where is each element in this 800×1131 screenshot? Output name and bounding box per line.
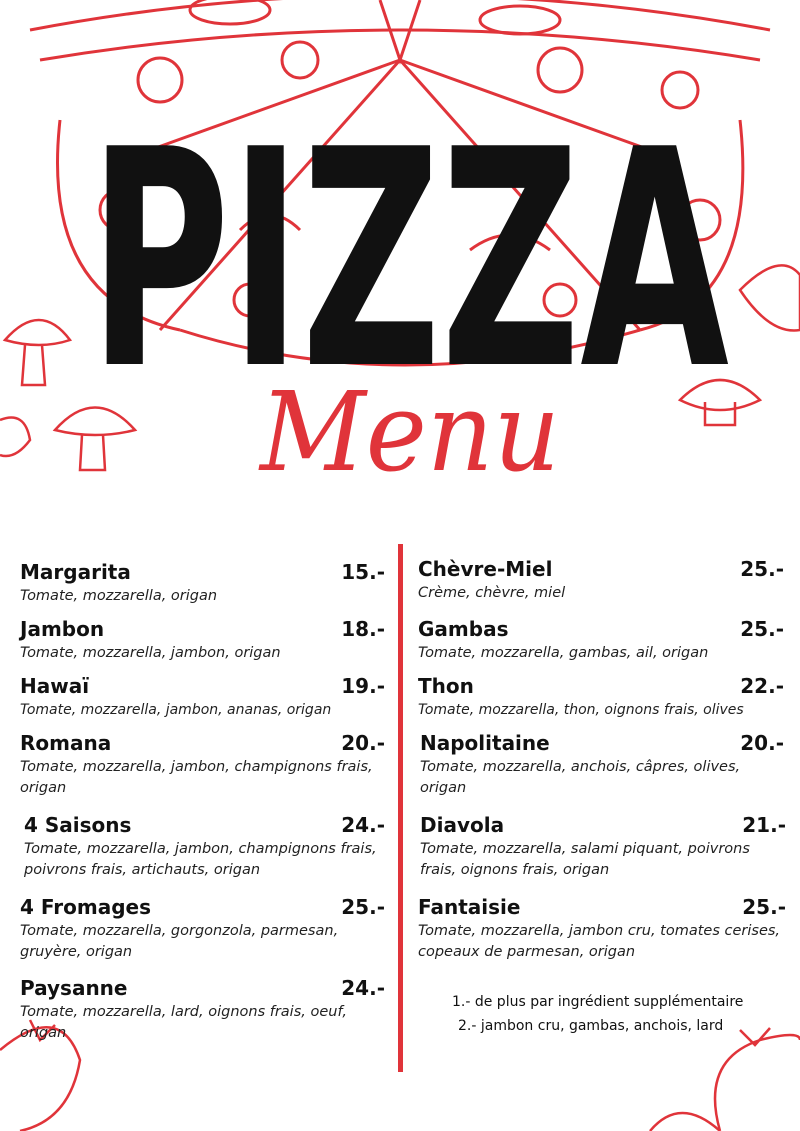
menu-item-desc: Crème, chèvre, miel — [418, 585, 566, 601]
menu-item-desc: Tomate, mozzarella, gorgonzola, parmesan, gruyère, origan — [20, 923, 339, 960]
menu-item-name: Paysanne — [20, 976, 128, 1000]
menu-item-name: 4 Saisons — [24, 813, 132, 837]
menu-item-desc: Tomate, mozzarella, gambas, ail, origan — [418, 645, 709, 661]
menu-item-price: 19.- — [341, 674, 385, 698]
menu-item-jambon — [20, 617, 385, 664]
menu-item-paysanne — [20, 976, 385, 1044]
menu-item-name: Napolitaine — [420, 731, 550, 755]
menu-item-desc: Tomate, mozzarella, anchois, câpres, olives, origan — [420, 759, 741, 796]
menu-item-diavola — [420, 813, 786, 881]
menu-item-desc: Tomate, mozzarella, jambon, champignons frais, poivrons frais, artichauts, origan — [24, 841, 377, 878]
title-menu — [250, 360, 570, 530]
menu-item-name: Hawaï — [20, 674, 90, 698]
menu-item-name: Fantaisie — [418, 895, 521, 919]
menu-item-desc: Tomate, mozzarella, jambon, champignons frais, origan — [20, 759, 373, 796]
menu-item-chevre-miel — [418, 557, 784, 604]
menu-item-napolitaine — [420, 731, 784, 799]
menu-item-price: 24.- — [341, 976, 385, 1000]
menu-item-name: 4 Fromages — [20, 895, 151, 919]
menu-item-fantaisie — [418, 895, 786, 963]
note-line: 1.- de plus par ingrédient supplémentaire — [452, 994, 744, 1010]
menu-item-price: 25.- — [740, 617, 784, 641]
menu-item-thon — [418, 674, 784, 721]
menu-item-4-saisons — [24, 813, 385, 881]
menu-item-price: 22.- — [740, 674, 784, 698]
menu-item-price: 15.- — [341, 560, 385, 584]
menu-item-hawai — [20, 674, 385, 721]
menu-item-desc: Tomate, mozzarella, thon, oignons frais, olives — [418, 702, 744, 718]
menu-item-desc: Tomate, mozzarella, lard, oignons frais, oeuf, origan — [20, 1004, 347, 1041]
menu-item-name: Thon — [418, 674, 474, 698]
menu-item-margarita — [20, 560, 385, 607]
menu-item-name: Margarita — [20, 560, 131, 584]
menu-item-name: Chèvre-Miel — [418, 557, 553, 581]
menu-item-desc: Tomate, mozzarella, origan — [20, 588, 218, 604]
menu-item-price: 25.- — [341, 895, 385, 919]
menu-item-desc: Tomate, mozzarella, salami piquant, poivrons frais, oignons frais, origan — [420, 841, 750, 878]
supplement-notes — [438, 990, 783, 1038]
menu-item-4-fromages — [20, 895, 385, 963]
menu-item-price: 18.- — [341, 617, 385, 641]
menu-item-price: 20.- — [740, 731, 784, 755]
title-pizza — [84, 92, 734, 372]
menu-item-romana — [20, 731, 385, 799]
menu-item-desc: Tomate, mozzarella, jambon cru, tomates cerises, copeaux de parmesan, origan — [418, 923, 781, 960]
menu-item-name: Jambon — [20, 617, 105, 641]
note-line: 2.- jambon cru, gambas, anchois, lard — [458, 1018, 724, 1034]
menu-item-price: 21.- — [742, 813, 786, 837]
title-pizza-text: PIZZA — [89, 92, 731, 372]
menu-item-name: Gambas — [418, 617, 509, 641]
menu-item-price: 25.- — [740, 557, 784, 581]
menu-item-price: 24.- — [341, 813, 385, 837]
menu-item-price: 20.- — [341, 731, 385, 755]
column-divider — [398, 544, 403, 1072]
menu-item-name: Diavola — [420, 813, 505, 837]
menu-item-desc: Tomate, mozzarella, jambon, origan — [20, 645, 281, 661]
menu-item-price: 25.- — [742, 895, 786, 919]
title-menu-text: Menu — [258, 368, 560, 496]
menu-item-gambas — [418, 617, 784, 664]
menu-item-desc: Tomate, mozzarella, jambon, ananas, origan — [20, 702, 332, 718]
menu-item-name: Romana — [20, 731, 112, 755]
